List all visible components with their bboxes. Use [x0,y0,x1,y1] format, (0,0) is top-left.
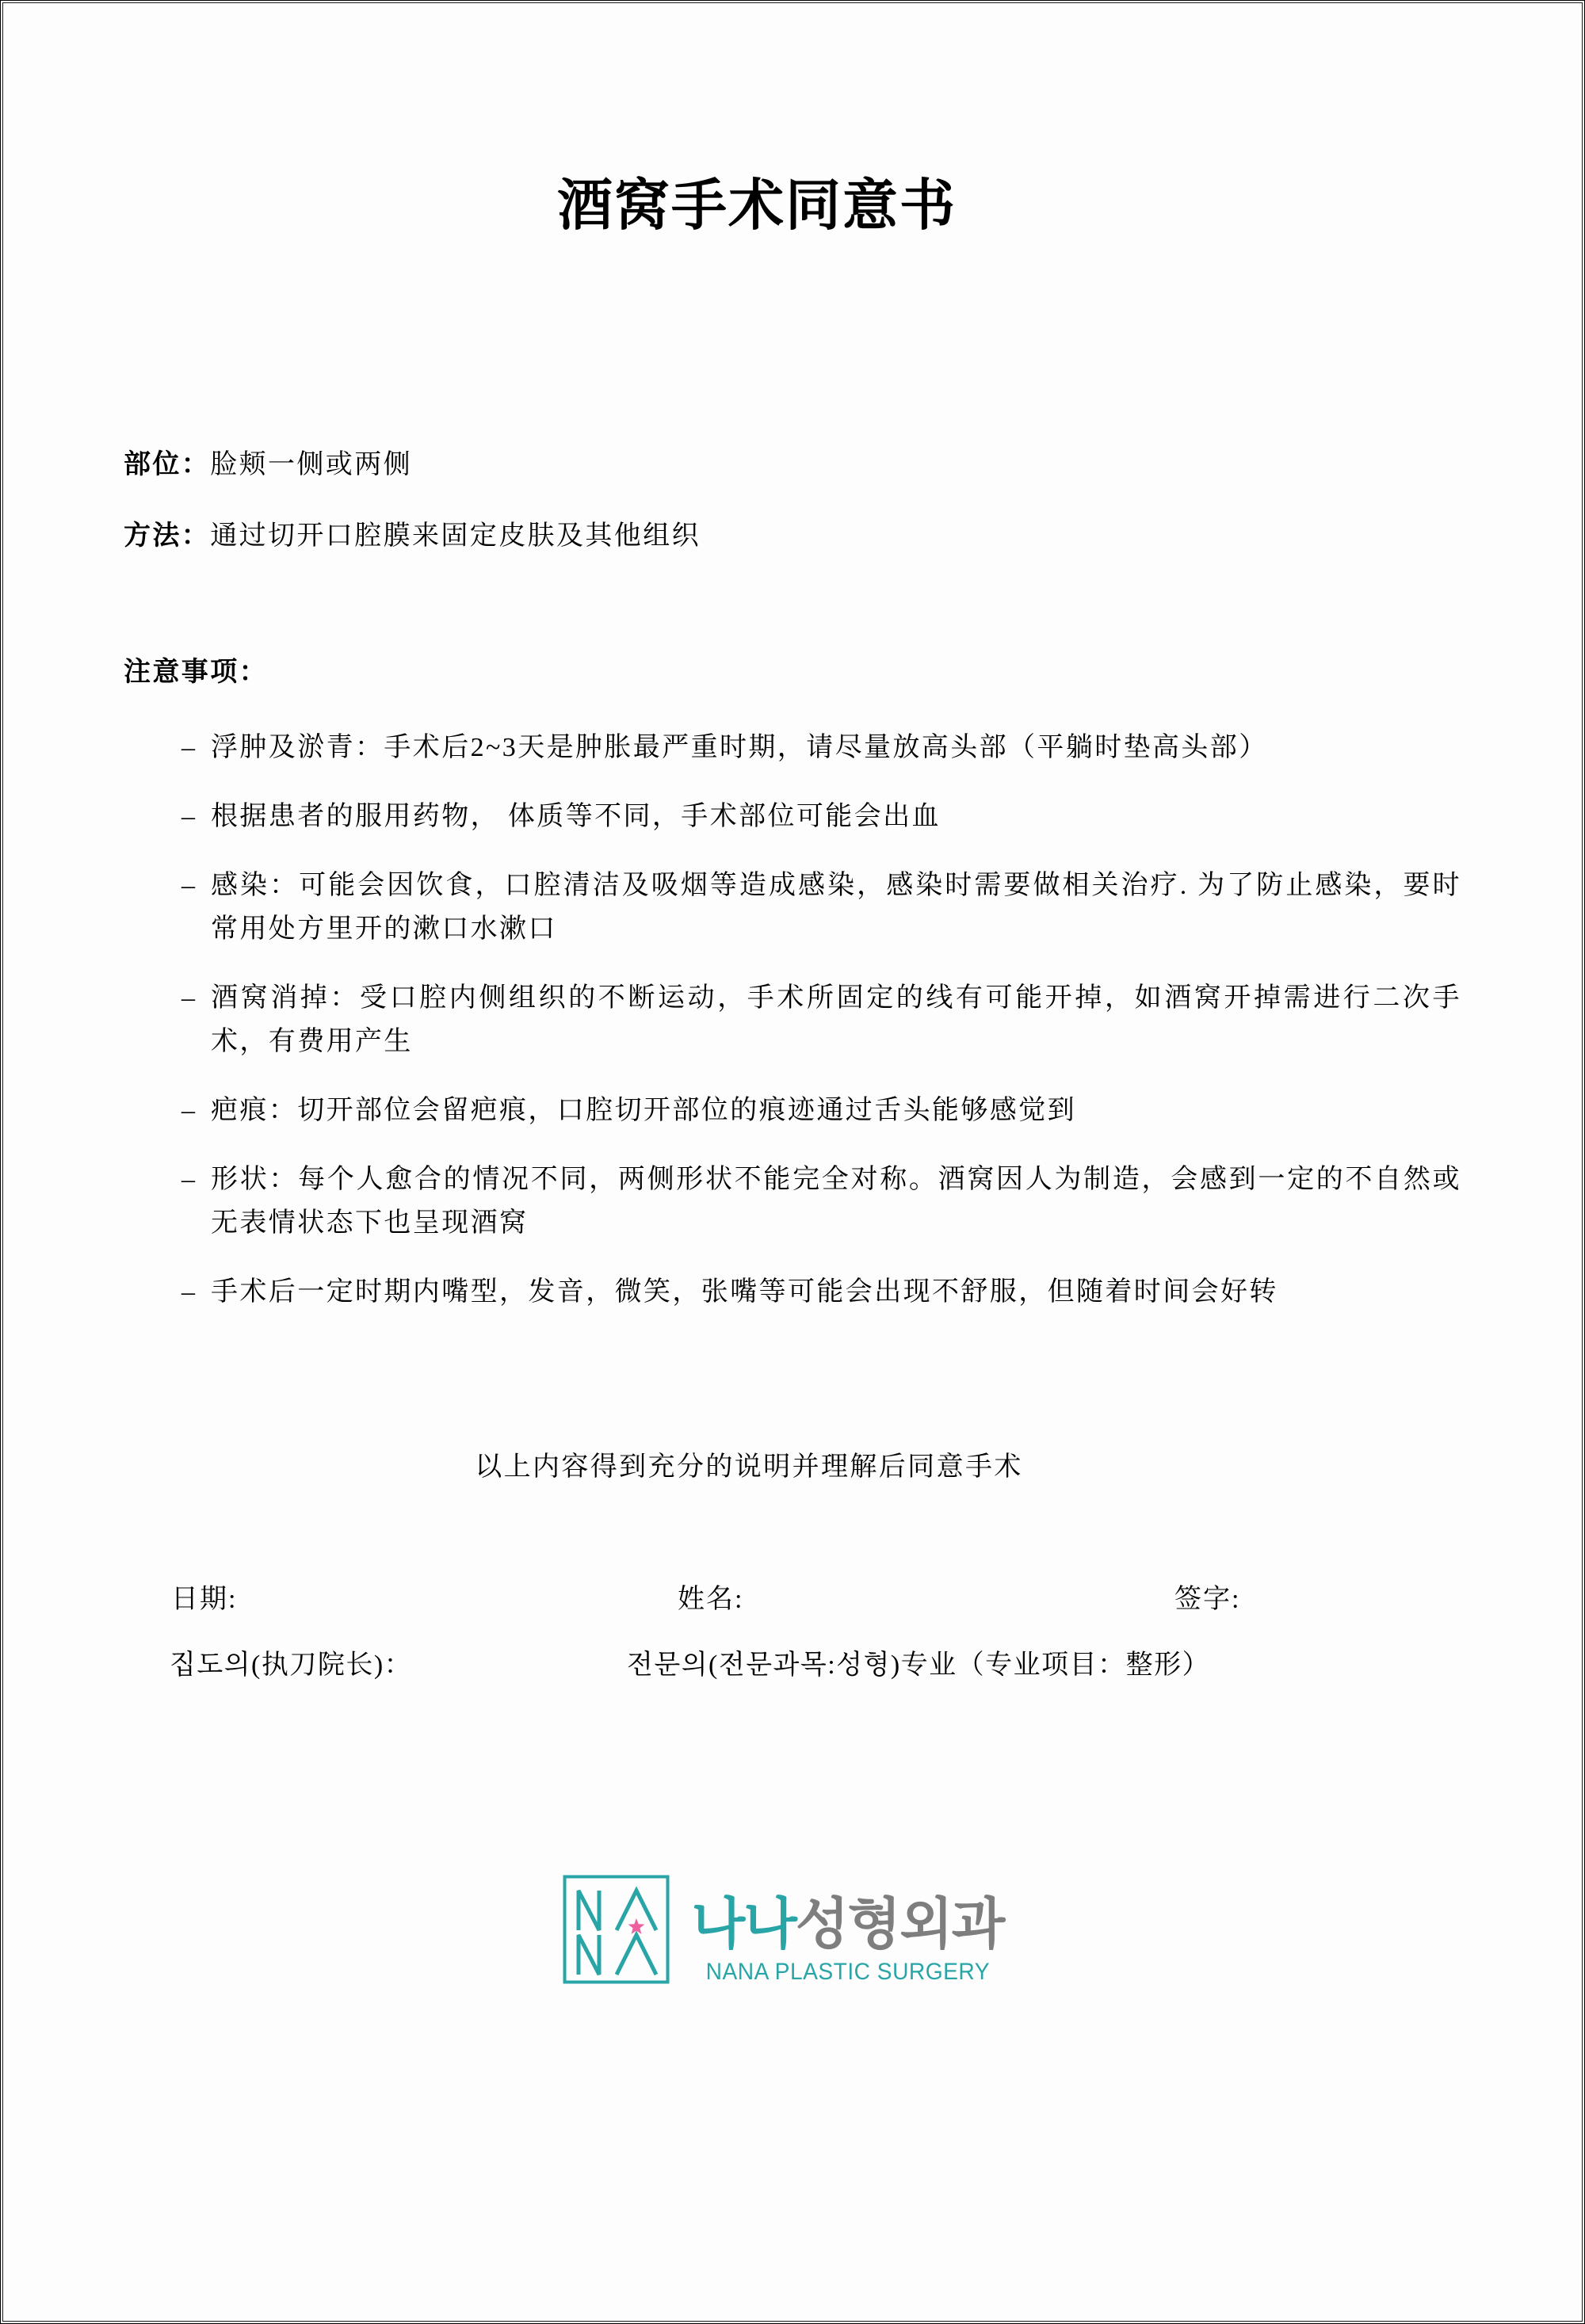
bullet-dash: – [181,983,197,1013]
surgeon-row [124,1643,1461,1687]
page-title: 酒窝手术同意书 [557,176,957,237]
note-item-shape [124,1158,1461,1245]
notes-list [124,726,1461,1314]
surgery-info-section [124,443,1461,558]
bullet-dash: – [181,1277,197,1307]
bullet-dash: – [181,802,197,831]
bullet-dash: – [181,871,197,900]
bullet-dash: – [181,1096,197,1125]
note-item-scar [124,1089,1461,1132]
clinic-korean-name [691,1893,1004,1955]
bullet-dash: – [181,733,197,762]
note-item-infection [124,864,1461,951]
method-value: 通过切开口腔膜来固定皮肤及其他组织 [210,521,701,551]
note-item-bleeding [124,795,1461,838]
note-text: 酒窝消掉：受口腔内侧组织的不断运动，手术所固定的线有可能开掉，如酒窝开掉需进行二次手术，有费用产生 [211,983,1461,1056]
note-text: 形状：每个人愈合的情况不同，两侧形状不能完全对称。酒窝因人为制造，会感到一定的不自然或无表情状态下也呈现酒窝 [211,1165,1461,1238]
note-text: 浮肿及淤青：手术后2~3天是肿胀最严重时期，请尽量放高头部（平躺时垫高头部） [211,733,1268,762]
signature-label: 签字: [1174,1585,1241,1614]
site-field [124,443,1461,487]
date-label: 日期: [171,1585,238,1614]
note-text: 疤痕：切开部位会留疤痕，口腔切开部位的痕迹通过舌头能够感觉到 [211,1096,1076,1125]
clinic-name-nana: 나나 [691,1893,796,1955]
consent-statement: 以上内容得到充分的说明并理解后同意手术 [475,1452,1023,1482]
clinic-logo [114,1873,1452,1986]
clinic-name-dept: 성형외과 [795,1893,1004,1955]
nana-logo-emblem [563,1875,670,1984]
surgeon-label: 집도의(执刀院长)： [170,1650,413,1680]
site-value: 脸颊一侧或两侧 [210,450,413,479]
emblem-letter-n-top [579,1891,599,1930]
emblem-letter-n-bottom [579,1935,599,1975]
clinic-logo-text [692,1895,1004,1986]
site-label: 部位： [124,450,211,479]
bullet-dash: – [181,1165,197,1194]
method-label: 方法： [124,521,211,551]
note-item-swelling [124,726,1461,769]
note-text: 手术后一定时期内嘴型，发音，微笑，张嘴等可能会出现不舒服，但随着时间会好转 [211,1277,1278,1307]
note-item-discomfort [124,1270,1461,1314]
signature-row [124,1578,1461,1621]
note-text: 根据患者的服用药物， 体质等不同，手术部位可能会出血 [211,802,941,831]
clinic-subtitle: NANA PLASTIC SURGERY [705,1959,990,1985]
notes-heading: 注意事项： [124,658,268,687]
note-item-dimple-loss [124,976,1461,1063]
emblem-letter-a-bottom [617,1935,656,1975]
specialist-label: 전문의(전문과목:성형)专业（专业项目：整形） [627,1650,1211,1680]
name-label: 姓名: [678,1585,744,1614]
note-text: 感染：可能会因饮食，口腔清洁及吸烟等造成感染，感染时需要做相关治疗. 为了防止感染，要时常用处方里开的漱口水漱口 [211,871,1461,944]
method-field [124,514,1461,558]
